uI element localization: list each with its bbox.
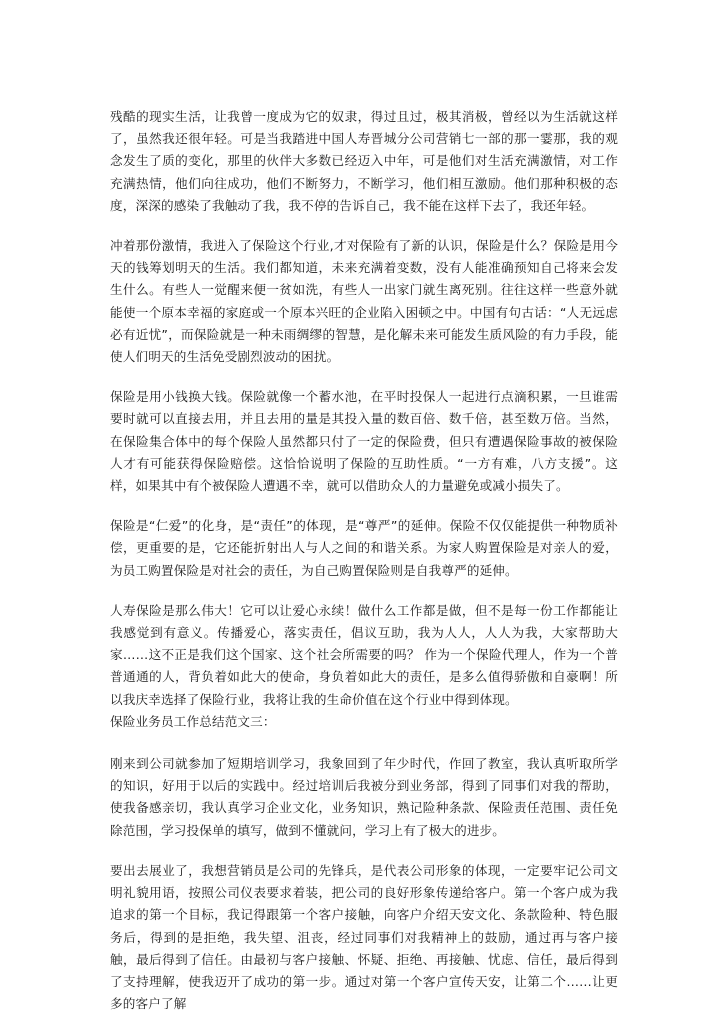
- paragraph-life-insurance: 人寿保险是那么伟大！它可以让爱心永续！做什么工作都是做，但不是每一份工作都能让我感觉到有意义。传播爱心，落实责任，倡议互助，我为人人，人人为我，大家帮助大家……这不正是我们这个国家、这个社会所需要的吗？ 作为一个保险代理人，作为一个普普通通的人，背负着如此大的使命，身负着如此大的责任，是多么值得骄傲和自豪啊！所以我庆幸选择了保险行业，我将让我的生命价值在这个行业中得到体现。: [110, 602, 618, 707]
- paragraph-first-client: 要出去展业了，我想营销员是公司的先锋兵，是代表公司形象的体现，一定要牢记公司文明礼貌用语，按照公司仪表要求着装，把公司的良好形象传递给客户。第一个客户成为我追求的第一个目标，我记得跟第一个客户接触，向客户介绍天安文化、条款险种、特色服务后，得到的是拒绝，我失望、沮丧，经过同事们对我精神上的鼓励，通过再与客户接触，最后得到了信任。由最初与客户接触、怀疑、拒绝、再接触、忧虑、信任，最后得到了支持理解，使我迈开了成功的第一步。通过对第一个客户宣传天安，让第二个……让更多的客户了解: [110, 862, 618, 1012]
- paragraph-love: 保险是“仁爱”的化身，是“责任”的体现，是“尊严”的延伸。保险不仅仅能提供一种物质补偿，更重要的是，它还能折射出人与人之间的和谐关系。为家人购置保险是对亲人的爱，为员工购置保险是对社会的责任，为自己购置保险则是自我尊严的延伸。: [110, 518, 618, 578]
- document-page: [110, 106, 618, 1015]
- paragraph-passion: 冲着那份激情，我进入了保险这个行业,才对保险有了新的认识，保险是什么？保险是用今天的钱筹划明天的生活。我们都知道，未来充满着变数，没有人能准确预知自己将来会发生什么。有些人一觉醒来便一贫如洗，有些人一出家门就生离死别。往往这样一些意外就能使一个原本幸福的家庭或一个原本兴旺的企业陷入困顿之中。中国有句古话：“人无远虑必有近忧”，而保险就是一种未雨绸缪的智慧，是化解未来可能发生质风险的有力手段，能使人们明天的生活免受剧烈波动的困扰。: [110, 238, 618, 365]
- paragraph-small-money: 保险是用小钱换大钱。保险就像一个蓄水池，在平时投保人一起进行点滴积累，一旦谁需要时就可以直接去用，并且去用的量是其投入量的数百倍、数千倍，甚至数万倍。当然，在保险集合体中的每个保险人虽然都只付了一定的保险费，但只有遭遇保险事故的被保险人才有可能获得保险赔偿。这恰恰说明了保险的互助性质。“一方有难，八方支援”。这样，如果其中有个被保险人遭遇不幸，就可以借助众人的力量避免或减小损失了。: [110, 389, 618, 494]
- paragraph-reality: 残酷的现实生活，让我曾一度成为它的奴隶，得过且过，极其消极，曾经以为生活就这样了，虽然我还很年轻。可是当我踏进中国人寿晋城分公司营销七一部的那一霎那，我的观念发生了质的变化，那里的伙伴大多数已经迈入中年，可是他们对生活充满激情，对工作充满热情，他们向往成功，他们不断努力，不断学习，他们相互激励。他们那种积极的态度，深深的感染了我触动了我，我不停的告诉自己，我不能在这样下去了，我还年轻。: [110, 109, 618, 213]
- paragraph-training: 刚来到公司就参加了短期培训学习，我象回到了年少时代，作回了教室，我认真听取所学的知识，好用于以后的实践中。经过培训后我被分到业务部，得到了同事们对我的帮助，使我备感亲切，我认真学习企业文化，业务知识，熟记险种条款、保险责任范围、责任免除范围，学习投保单的填写，做到不懂就问，学习上有了极大的进步。: [110, 756, 618, 838]
- section-title: 保险业务员工作总结范文三：: [110, 713, 276, 729]
